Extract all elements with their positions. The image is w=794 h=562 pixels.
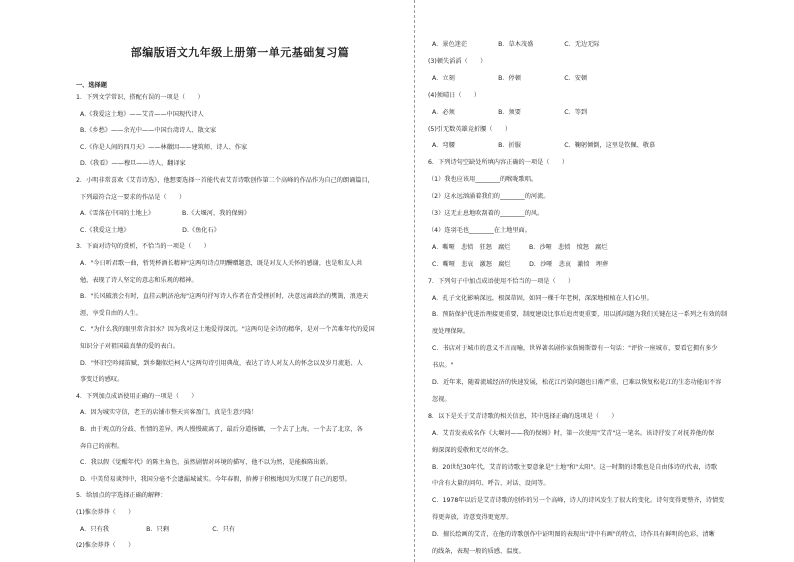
- right-line: 忽视。: [432, 395, 451, 403]
- right-line: A．艾青发表成名作《大堰河——我的保姆》时，第一次使用"艾青"这一笔名。该诗抒发了对抚养他的保: [432, 429, 715, 437]
- left-line: 勉，表现了诗人坚定的意志和乐观的精神。: [80, 276, 198, 284]
- left-line: (2)惟余莽莽（ ）: [76, 542, 135, 550]
- left-line: 4．下列加点成语使用正确的一项是（ ）: [76, 392, 198, 400]
- left-line: 3．下面对诗句的赏析，不恰当的一项是（ ）: [76, 243, 210, 251]
- column-divider: [414, 0, 415, 562]
- right-line: 得更奔放，诗意变得更宽厚。: [432, 514, 513, 522]
- right-line: （1）我也应该用________的喉咙歌唱。: [428, 176, 538, 184]
- right-line: 8．以下是关于艾青诗歌的相关信息，其中选择正确的选项是（ ）: [428, 412, 618, 420]
- left-line: 2．小明非常喜欢《艾青诗选》，他想要选择一首能代表艾青诗歌创作第二个高峰的作品作为自己的朗诵篇目，: [76, 177, 374, 184]
- left-line: 奔自己的前程。: [80, 442, 124, 450]
- left-line: (1)惟余莽莽（ ）: [76, 509, 135, 516]
- right-line: A．孔子文化影响深远，根深蒂固，如同一棵千年老树，深深地根植在人们心里。: [432, 294, 653, 302]
- left-line: C．"为什么我的眼里常含泪水？因为我对这土地爱得深沉。"这两句是全诗的精华，是对一个苦难年代的爱国: [80, 326, 375, 334]
- right-line: 度处理保障。: [432, 328, 470, 336]
- left-line: C.《你是人间的四月天》——林徽因——建筑师、诗人、作家: [80, 143, 248, 151]
- right-line: 6．下列诗句空缺处所填内容正确的一项是（ ）: [428, 159, 569, 167]
- left-line: B．"长风破浪会有时，直挂云帆济沧海"这两句抒写诗人作者在背受挫折时，决意远离政治的樊篱，浪迹天: [80, 293, 369, 301]
- left-line: D．"怀旧空吟闻笛赋，到乡翻似烂柯人"这两句诗引用典故，表达了诗人对友人的怀念以及岁月流逝、人: [80, 359, 363, 367]
- right-line: 姆深深的爱敬和无尽的怀念。: [432, 446, 513, 454]
- right-line: 的线条，表现一般的质感、温度。: [432, 548, 525, 555]
- right-line: C．书店对于城市的意义不言而喻，世界著名剧作家詹姆斯曾有一句话："评价一座城市，要看它拥有多少: [432, 345, 718, 353]
- left-line: A．"今日听君歌一曲，暂凭杯酒长精神"这两句诗点明酬赠题意，既是对友人关怀的感谢，也是和友人共: [80, 260, 363, 267]
- left-line: 下列最符合这一要求的作品是（ ）: [80, 193, 186, 201]
- left-column: [70, 0, 410, 562]
- right-line: A．必须 B．须要 C．等到: [432, 108, 588, 116]
- right-line: A．嘶哑 悲愤 狂怒 腐烂 B．沙哑 悲愤 愤怒 腐烂: [432, 243, 608, 251]
- right-line: 书店。": [432, 362, 454, 370]
- left-line: B.《乡愁》——余光中——中国台湾诗人、散文家: [80, 127, 217, 135]
- left-line: 知识分子对祖国最真挚的爱的表白。: [80, 343, 179, 350]
- right-line: 7．下列句子中加点成语使用不恰当的一项是（ ）: [428, 277, 575, 285]
- right-line: D．近年来，随着流域经济的快速发展，松花江污染问题也日渐严重，已难以恢复松花江的生态功能而不容: [432, 379, 722, 386]
- section-heading: 一、选择题: [76, 82, 107, 89]
- right-line: C．1978年以后是艾青诗歌的创作的另一个高峰，诗人的诗风发生了很大的变化。诗句变得更整齐，诗情变: [432, 497, 725, 505]
- right-line: (3)顿失滔滔（ ）: [428, 57, 487, 65]
- right-column: [422, 0, 782, 562]
- left-line: D.《我看》——穆旦——诗人、翻译家: [80, 160, 186, 168]
- right-line: A．立刻 B．停顿 C．安顿: [432, 74, 588, 82]
- right-line: （2）这永远汹涌着我们的________的河流。: [428, 193, 550, 201]
- right-line: (5)引无数英雄竞折腰（ ）: [428, 125, 512, 133]
- left-line: B．由于观点的分歧、性情的差异，两人慢慢疏离了，最后分道扬镳，一个去了上海，一个去了北京，各: [80, 426, 363, 433]
- left-line: A．只有我 B．只剩 C．只有: [80, 525, 236, 533]
- left-line: C．我以假《觉醒年代》的陈主角色，虽然剧情对环境的描写，他不以为然，是能推陈出新。: [80, 459, 332, 467]
- left-line: 5．给加点的字选择正确的解释：: [76, 492, 167, 500]
- right-line: B．预防保护优进治理接更重要，制度建设比事后追责更重要，用以抓问题为我们关键在这一系列之有效的制: [432, 311, 728, 319]
- right-line: C．嘶哑 悲哀 激怒 腐烂 D．沙哑 悲哀 激愤 埋葬: [432, 260, 609, 268]
- right-line: A．弯腰 B．折服 C．鞠躬倾倒，这里是钦佩、敬慕: [432, 142, 656, 150]
- left-line: 事变迁的感叹。: [80, 376, 124, 384]
- right-line: B．20世纪30年代，艾青的诗歌主要意象是"土地"和"太阳"。这一时期的诗歌也是自由体诗的代表，诗歌: [432, 463, 718, 471]
- right-line: A．景色迷茫 B．草木茂盛 C．无边无际: [432, 41, 600, 48]
- right-line: D．擅长绘画的艾青，在他的诗歌创作中证明图的表现出"诗中有画"的特点，诗作具有鲜明的色彩，清晰: [432, 531, 715, 539]
- right-line: （4）连羽毛也________在土地里面。: [428, 226, 531, 234]
- left-line: 1．下列文学常识，搭配有误的一项是（ ）: [76, 94, 204, 101]
- left-line: A．因为城实守信，老王的店铺市整天宾客盈门，真是生意兴隆！: [80, 409, 258, 417]
- left-line: A.《雪落在中国的土地上》 B.《大堰河，我的保姆》: [80, 210, 251, 218]
- page-title: 部编版语文九年级上册第一单元基础复习篇: [130, 46, 350, 59]
- right-line: 中含有大量的问句、呼告、对话、设问等。: [432, 480, 550, 488]
- left-line: C.《我爱这土地》 D.《鱼化石》: [80, 226, 220, 234]
- right-line: （3）这无止息地吹刮着的________的风。: [428, 210, 544, 217]
- left-line: A.《我爱这土地》——艾青——中国现代诗人: [80, 110, 204, 118]
- right-line: (4)须晴日（ ）: [428, 91, 481, 99]
- left-line: D．中美贸易谈判中，我国分毫不会遗漏城诚实。今年春假，拚搏于积极地因为实现了自己的愿望。: [80, 475, 351, 483]
- left-line: 涯，享受自由的人生。: [80, 309, 142, 317]
